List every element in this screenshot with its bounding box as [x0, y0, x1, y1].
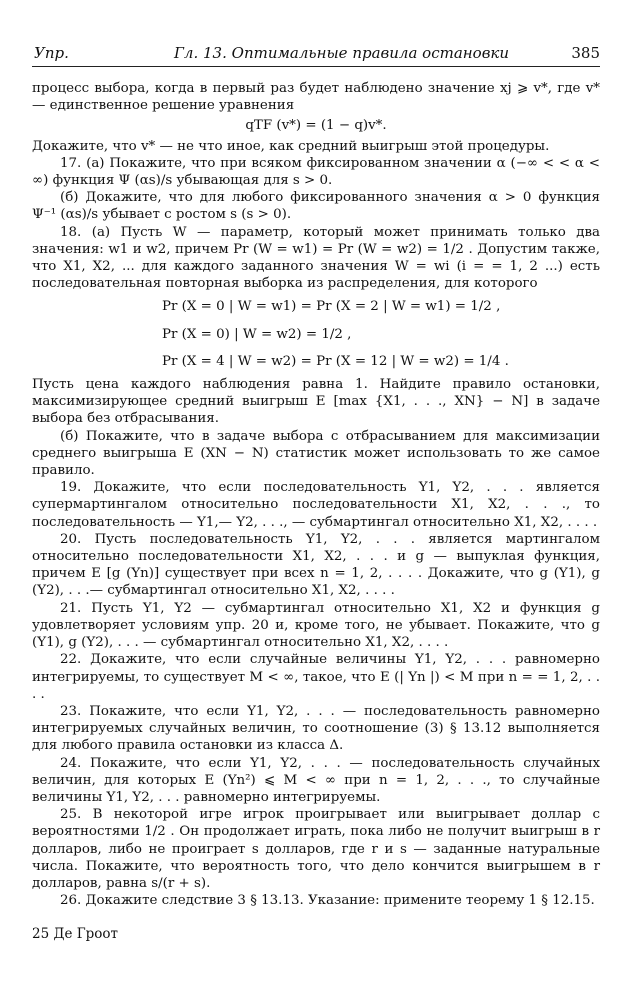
exercise-20: 20. Пусть последовательность Y1, Y2, . . . является мартингалом относительно последовательности X1, X2, . . . и g — выпуклая функция, причем E [g (Yn)] существует при всех n = 1, 2, . . . . Докажите, что g (Y1), g (Y2), . . .— субмартингал относительно X1, X2, . . . . [32, 531, 600, 599]
exercise-22: 22. Докажите, что если случайные величины Y1, Y2, . . . равномерно интегрируемы, то существует M < ∞, такое, что E (| Yn |) < M при n = = 1, 2, . . . . [32, 652, 600, 702]
page-number: 385 [571, 44, 600, 62]
exercise-17b: (б) Докажите, что для любого фиксированного значения α > 0 функция Ψ⁻¹ (αs)/s убывает с ростом s (s > 0). [32, 190, 600, 223]
header-section: Упр. [34, 44, 69, 62]
running-header [32, 44, 600, 66]
equation: Pr (X = 0) | W = w2) = 1/2 , [162, 326, 352, 342]
paragraph: Докажите, что v* — не что иное, как средний выигрыш этой процедуры. [32, 138, 550, 154]
exercise-18b: (б) Покажите, что в задаче выбора с отбрасыванием для максимизации среднего выигрыша E (XN − N) статистик может использовать то же самое правило. [32, 428, 600, 479]
body-text [32, 80, 600, 909]
equation: qTF (v*) = (1 − q)v*. [245, 118, 387, 134]
signature-mark: 25 Де Гроот [32, 926, 119, 942]
exercise-18a: 18. (а) Пусть W — параметр, который может принимать только два значения: w1 и w2, причем Pr (W = w1) = Pr (W = w2) = 1/2 . Допустим также, что X1, X2, ... для каждого заданного значения W = wi (i = = 1, 2 ...) есть последовательная повторная выборка из распределения, для которого [32, 224, 600, 292]
exercise-23: 23. Покажите, что если Y1, Y2, . . . — последовательность равномерно интегрируемых случайных величин, то соотношение (3) § 13.12 выполняется для любого правила остановки из класса Δ. [32, 703, 600, 754]
paragraph: процесс выбора, когда в первый раз будет наблюдено значение xj ⩾ v*, где v* — единственное решение уравнения [32, 81, 600, 114]
header-chapter-title: Гл. 13. Оптимальные правила остановки [174, 44, 510, 62]
exercise-19: 19. Докажите, что если последовательность Y1, Y2, . . . является супермартингалом относительно последовательности X1, X2, . . ., то последовательность — Y1,— Y2, . . ., — субмартингал относительно X1, X2, . . . . [32, 480, 600, 530]
exercise-25: 25. В некоторой игре игрок проигрывает или выигрывает доллар с вероятностями 1/2 . Он продолжает играть, пока либо не получит выигрыш в r долларов, либо не проиграет s долларов, где r и s — заданные натуральные числа. Покажите, что вероятность того, что дело кончится выигрышем в r долларов, равна s/(r + s). [32, 807, 600, 891]
equation: Pr (X = 4 | W = w2) = Pr (X = 12 | W = w2) = 1/4 . [162, 353, 509, 369]
paragraph: Пусть цена каждого наблюдения равна 1. Найдите правило остановки, максимизирующее средний выигрыш E [max {X1, . . ., XN} − N] в задаче выбора без отбрасывания. [32, 377, 600, 427]
exercise-24: 24. Покажите, что если Y1, Y2, . . . — последовательность случайных величин, для которых E (Yn²) ⩽ M < ∞ при n = 1, 2, . . ., то случайные величины Y1, Y2, . . . равномерно интегрируемы. [32, 755, 600, 805]
header-rule [32, 66, 600, 67]
equation: Pr (X = 0 | W = w1) = Pr (X = 2 | W = w1) = 1/2 , [162, 299, 501, 315]
exercise-26: 26. Докажите следствие 3 § 13.13. Указание: примените теорему 1 § 12.15. [60, 893, 595, 909]
exercise-17a: 17. (а) Покажите, что при всяком фиксированном значении α (−∞ < < α < ∞) функция Ψ (αs)/s убывающая для s > 0. [32, 155, 600, 189]
exercise-21: 21. Пусть Y1, Y2 — субмартингал относительно X1, X2 и функция g удовлетворяет условиям упр. 20 и, кроме того, не убывает. Покажите, что g (Y1), g (Y2), . . . — субмартингал относительно X1, X2, . . . . [32, 600, 600, 651]
